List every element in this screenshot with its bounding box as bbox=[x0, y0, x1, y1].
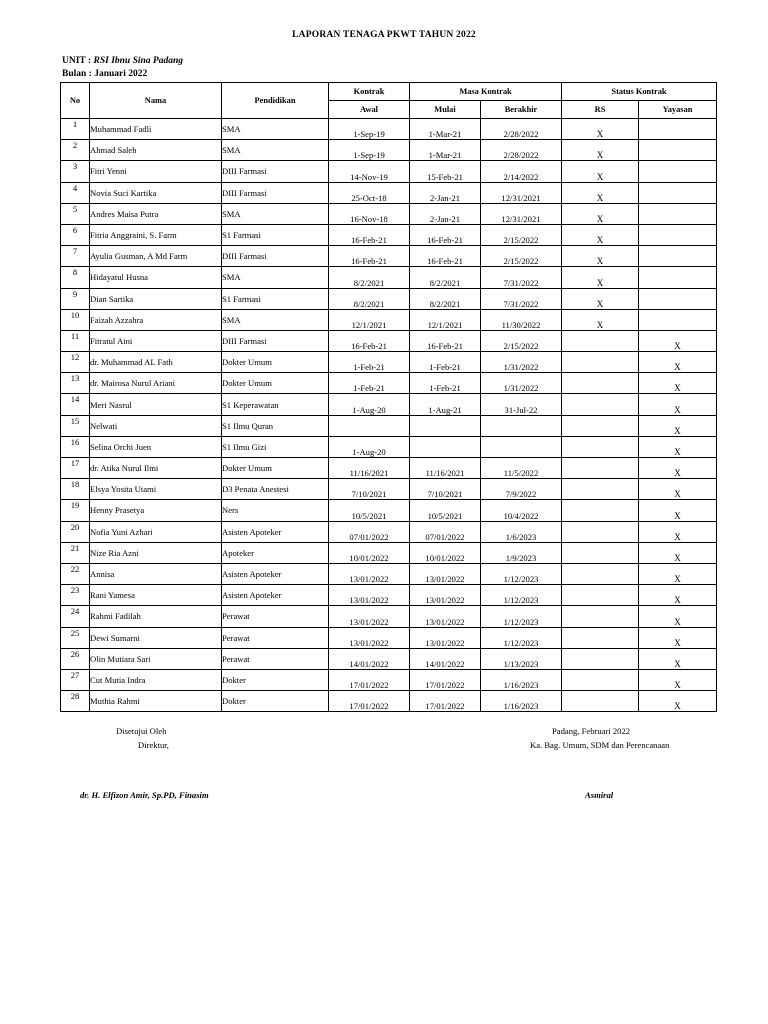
cell-no: 3 bbox=[61, 161, 90, 182]
cell-nama: Olin Mutiara Sari bbox=[90, 648, 222, 669]
cell-rs: X bbox=[562, 288, 639, 309]
cell-berakhir: 12/31/2021 bbox=[481, 182, 562, 203]
cell-nama: Selina Orchi Juen bbox=[90, 436, 222, 457]
cell-nama: Henny Prasetya bbox=[90, 500, 222, 521]
cell-nama: Cut Mutia Indra bbox=[90, 669, 222, 690]
cell-yayasan bbox=[639, 203, 717, 224]
cell-mulai: 13/01/2022 bbox=[410, 606, 481, 627]
cell-pendidikan: SMA bbox=[222, 119, 329, 140]
cell-rs bbox=[562, 458, 639, 479]
cell-berakhir: 1/12/2023 bbox=[481, 606, 562, 627]
director-title: Direktur, bbox=[138, 740, 169, 750]
cell-awal: 1-Aug-20 bbox=[329, 436, 410, 457]
cell-pendidikan: Perawat bbox=[222, 627, 329, 648]
table-row bbox=[61, 458, 717, 479]
cell-yayasan: X bbox=[639, 458, 717, 479]
cell-rs bbox=[562, 542, 639, 563]
cell-yayasan: X bbox=[639, 521, 717, 542]
cell-mulai: 2-Jan-21 bbox=[410, 203, 481, 224]
cell-awal: 1-Feb-21 bbox=[329, 373, 410, 394]
cell-berakhir: 2/15/2022 bbox=[481, 330, 562, 351]
cell-mulai: 13/01/2022 bbox=[410, 585, 481, 606]
cell-berakhir: 1/31/2022 bbox=[481, 373, 562, 394]
cell-pendidikan: S1 Farmasi bbox=[222, 288, 329, 309]
cell-berakhir: 2/28/2022 bbox=[481, 119, 562, 140]
cell-nama: Dewi Sumarni bbox=[90, 627, 222, 648]
cell-rs bbox=[562, 648, 639, 669]
table-row bbox=[61, 500, 717, 521]
cell-mulai bbox=[410, 436, 481, 457]
cell-nama: Muthia Rahmi bbox=[90, 691, 222, 712]
cell-no: 25 bbox=[61, 627, 90, 648]
cell-awal: 17/01/2022 bbox=[329, 669, 410, 690]
cell-pendidikan: Asisten Apoteker bbox=[222, 521, 329, 542]
cell-berakhir: 2/28/2022 bbox=[481, 140, 562, 161]
cell-nama: Andres Maisa Putra bbox=[90, 203, 222, 224]
unit-value: RSI Ibnu Sina Padang bbox=[93, 56, 183, 66]
cell-mulai: 1-Feb-21 bbox=[410, 352, 481, 373]
table-row bbox=[61, 606, 717, 627]
cell-awal: 16-Feb-21 bbox=[329, 330, 410, 351]
cell-mulai: 07/01/2022 bbox=[410, 521, 481, 542]
cell-mulai: 1-Aug-21 bbox=[410, 394, 481, 415]
cell-yayasan: X bbox=[639, 606, 717, 627]
cell-rs bbox=[562, 479, 639, 500]
cell-berakhir: 1/16/2023 bbox=[481, 669, 562, 690]
table-row bbox=[61, 691, 717, 712]
cell-berakhir: 12/31/2021 bbox=[481, 203, 562, 224]
cell-no: 15 bbox=[61, 415, 90, 436]
cell-rs: X bbox=[562, 119, 639, 140]
cell-mulai: 1-Mar-21 bbox=[410, 119, 481, 140]
cell-nama: Fitratul Aini bbox=[90, 330, 222, 351]
cell-pendidikan: D3 Penata Anestesi bbox=[222, 479, 329, 500]
cell-mulai: 13/01/2022 bbox=[410, 563, 481, 584]
cell-rs bbox=[562, 415, 639, 436]
cell-no: 19 bbox=[61, 500, 90, 521]
cell-pendidikan: Perawat bbox=[222, 648, 329, 669]
cell-yayasan: X bbox=[639, 563, 717, 584]
table-row bbox=[61, 585, 717, 606]
cell-berakhir: 11/30/2022 bbox=[481, 309, 562, 330]
cell-yayasan bbox=[639, 288, 717, 309]
report-title: LAPORAN TENAGA PKWT TAHUN 2022 bbox=[292, 30, 476, 40]
cell-no: 23 bbox=[61, 585, 90, 606]
cell-rs bbox=[562, 500, 639, 521]
header-yayasan: Yayasan bbox=[639, 101, 717, 119]
cell-pendidikan: SMA bbox=[222, 309, 329, 330]
header-awal: Awal bbox=[329, 101, 410, 119]
cell-mulai: 7/10/2021 bbox=[410, 479, 481, 500]
cell-yayasan bbox=[639, 161, 717, 182]
cell-nama: Annisa bbox=[90, 563, 222, 584]
unit-label: UNIT : bbox=[62, 56, 94, 66]
cell-berakhir: 1/12/2023 bbox=[481, 627, 562, 648]
cell-no: 8 bbox=[61, 267, 90, 288]
table-row bbox=[61, 436, 717, 457]
header-nama: Nama bbox=[90, 83, 222, 119]
header-rs: RS bbox=[562, 101, 639, 119]
cell-mulai: 14/01/2022 bbox=[410, 648, 481, 669]
cell-no: 22 bbox=[61, 563, 90, 584]
cell-mulai: 2-Jan-21 bbox=[410, 182, 481, 203]
header-berakhir: Berakhir bbox=[481, 101, 562, 119]
cell-nama: dr. Mairosa Nurul Ariani bbox=[90, 373, 222, 394]
cell-no: 5 bbox=[61, 203, 90, 224]
head-title: Ka. Bag. Umum, SDM dan Perencanaan bbox=[530, 740, 670, 750]
cell-yayasan: X bbox=[639, 500, 717, 521]
cell-no: 18 bbox=[61, 479, 90, 500]
cell-nama: Muhammad Fadli bbox=[90, 119, 222, 140]
place-date: Padang, Februari 2022 bbox=[552, 726, 631, 736]
cell-nama: Dian Sartika bbox=[90, 288, 222, 309]
cell-mulai: 1-Feb-21 bbox=[410, 373, 481, 394]
cell-pendidikan: SMA bbox=[222, 203, 329, 224]
cell-pendidikan: Dokter Umum bbox=[222, 373, 329, 394]
cell-nama: dr. Atika Nurul Ilmi bbox=[90, 458, 222, 479]
cell-pendidikan: S1 Ilmu Gizi bbox=[222, 436, 329, 457]
table-row bbox=[61, 224, 717, 245]
cell-no: 2 bbox=[61, 140, 90, 161]
cell-awal: 8/2/2021 bbox=[329, 288, 410, 309]
cell-no: 10 bbox=[61, 309, 90, 330]
cell-rs bbox=[562, 585, 639, 606]
cell-berakhir: 2/14/2022 bbox=[481, 161, 562, 182]
table-row bbox=[61, 669, 717, 690]
cell-nama: Nelwati bbox=[90, 415, 222, 436]
cell-no: 16 bbox=[61, 436, 90, 457]
cell-berakhir: 1/31/2022 bbox=[481, 352, 562, 373]
cell-awal: 13/01/2022 bbox=[329, 585, 410, 606]
cell-pendidikan: S1 Ilmu Quran bbox=[222, 415, 329, 436]
cell-berakhir bbox=[481, 436, 562, 457]
cell-awal: 1-Feb-21 bbox=[329, 352, 410, 373]
cell-awal: 7/10/2021 bbox=[329, 479, 410, 500]
cell-mulai: 10/5/2021 bbox=[410, 500, 481, 521]
cell-mulai: 8/2/2021 bbox=[410, 267, 481, 288]
cell-awal: 13/01/2022 bbox=[329, 606, 410, 627]
cell-awal: 14-Nov-19 bbox=[329, 161, 410, 182]
approval-label: Disetujui Oleh bbox=[116, 726, 167, 736]
cell-no: 9 bbox=[61, 288, 90, 309]
cell-pendidikan: Dokter Umum bbox=[222, 352, 329, 373]
cell-mulai: 11/16/2021 bbox=[410, 458, 481, 479]
cell-awal: 07/01/2022 bbox=[329, 521, 410, 542]
cell-no: 11 bbox=[61, 330, 90, 351]
cell-yayasan: X bbox=[639, 691, 717, 712]
cell-rs bbox=[562, 330, 639, 351]
cell-pendidikan: SMA bbox=[222, 267, 329, 288]
cell-nama: Nize Ria Azni bbox=[90, 542, 222, 563]
cell-mulai: 17/01/2022 bbox=[410, 669, 481, 690]
cell-awal: 10/01/2022 bbox=[329, 542, 410, 563]
cell-yayasan: X bbox=[639, 585, 717, 606]
cell-no: 27 bbox=[61, 669, 90, 690]
cell-no: 24 bbox=[61, 606, 90, 627]
cell-pendidikan: Dokter bbox=[222, 691, 329, 712]
cell-mulai: 17/01/2022 bbox=[410, 691, 481, 712]
cell-berakhir: 2/15/2022 bbox=[481, 246, 562, 267]
director-name: dr. H. Elfizon Amir, Sp.PD, Finasim bbox=[80, 790, 209, 800]
cell-no: 20 bbox=[61, 521, 90, 542]
cell-awal: 17/01/2022 bbox=[329, 691, 410, 712]
table-row bbox=[61, 352, 717, 373]
cell-pendidikan: Asisten Apoteker bbox=[222, 563, 329, 584]
cell-awal: 1-Sep-19 bbox=[329, 119, 410, 140]
header-status-kontrak: Status Kontrak bbox=[562, 83, 717, 101]
cell-nama: Fitri Yenni bbox=[90, 161, 222, 182]
cell-yayasan: X bbox=[639, 394, 717, 415]
cell-yayasan: X bbox=[639, 373, 717, 394]
unit-line bbox=[62, 56, 183, 66]
cell-yayasan: X bbox=[639, 669, 717, 690]
cell-nama: Rani Yamesa bbox=[90, 585, 222, 606]
cell-awal: 12/1/2021 bbox=[329, 309, 410, 330]
cell-awal: 10/5/2021 bbox=[329, 500, 410, 521]
cell-berakhir: 1/13/2023 bbox=[481, 648, 562, 669]
cell-berakhir: 1/9/2023 bbox=[481, 542, 562, 563]
cell-pendidikan: Dokter Umum bbox=[222, 458, 329, 479]
cell-rs bbox=[562, 669, 639, 690]
cell-berakhir: 11/5/2022 bbox=[481, 458, 562, 479]
cell-rs: X bbox=[562, 140, 639, 161]
cell-yayasan: X bbox=[639, 648, 717, 669]
cell-yayasan bbox=[639, 246, 717, 267]
cell-rs: X bbox=[562, 161, 639, 182]
cell-rs bbox=[562, 352, 639, 373]
cell-no: 21 bbox=[61, 542, 90, 563]
cell-yayasan bbox=[639, 119, 717, 140]
header-no: No bbox=[61, 83, 90, 119]
cell-no: 12 bbox=[61, 352, 90, 373]
cell-nama: Faizah Azzahra bbox=[90, 309, 222, 330]
cell-nama: Ahmad Saleh bbox=[90, 140, 222, 161]
cell-yayasan: X bbox=[639, 330, 717, 351]
table-row bbox=[61, 309, 717, 330]
cell-no: 4 bbox=[61, 182, 90, 203]
cell-yayasan: X bbox=[639, 415, 717, 436]
table-row bbox=[61, 140, 717, 161]
cell-berakhir: 7/31/2022 bbox=[481, 288, 562, 309]
cell-pendidikan: DIII Farmasi bbox=[222, 182, 329, 203]
cell-nama: Rahmi Fadilah bbox=[90, 606, 222, 627]
cell-nama: dr. Muhammad AL Fath bbox=[90, 352, 222, 373]
cell-berakhir: 2/15/2022 bbox=[481, 224, 562, 245]
cell-rs bbox=[562, 394, 639, 415]
cell-no: 6 bbox=[61, 224, 90, 245]
head-name: Asmiral bbox=[585, 790, 614, 800]
cell-berakhir: 1/12/2023 bbox=[481, 585, 562, 606]
cell-pendidikan: Apoteker bbox=[222, 542, 329, 563]
table-row bbox=[61, 542, 717, 563]
cell-yayasan: X bbox=[639, 479, 717, 500]
cell-no: 26 bbox=[61, 648, 90, 669]
cell-awal: 13/01/2022 bbox=[329, 627, 410, 648]
cell-mulai: 16-Feb-21 bbox=[410, 246, 481, 267]
cell-rs bbox=[562, 521, 639, 542]
cell-no: 14 bbox=[61, 394, 90, 415]
month-line: Bulan : Januari 2022 bbox=[62, 69, 148, 79]
cell-yayasan bbox=[639, 267, 717, 288]
table-row bbox=[61, 373, 717, 394]
table-row bbox=[61, 394, 717, 415]
cell-awal bbox=[329, 415, 410, 436]
cell-mulai: 1-Mar-21 bbox=[410, 140, 481, 161]
cell-yayasan bbox=[639, 140, 717, 161]
cell-awal: 16-Nov-18 bbox=[329, 203, 410, 224]
cell-rs bbox=[562, 691, 639, 712]
cell-berakhir: 1/6/2023 bbox=[481, 521, 562, 542]
cell-nama: Novia Suci Kartika bbox=[90, 182, 222, 203]
cell-rs bbox=[562, 436, 639, 457]
cell-berakhir bbox=[481, 415, 562, 436]
cell-mulai: 16-Feb-21 bbox=[410, 224, 481, 245]
cell-pendidikan: Dokter bbox=[222, 669, 329, 690]
table-row bbox=[61, 330, 717, 351]
table-row bbox=[61, 119, 717, 140]
cell-nama: Elsya Yosita Utami bbox=[90, 479, 222, 500]
cell-mulai: 15-Feb-21 bbox=[410, 161, 481, 182]
cell-awal: 16-Feb-21 bbox=[329, 246, 410, 267]
cell-rs: X bbox=[562, 203, 639, 224]
cell-awal: 25-Oct-18 bbox=[329, 182, 410, 203]
cell-yayasan: X bbox=[639, 352, 717, 373]
table-row bbox=[61, 648, 717, 669]
table-row bbox=[61, 182, 717, 203]
table-row bbox=[61, 161, 717, 182]
cell-nama: Meri Nasrul bbox=[90, 394, 222, 415]
table-row bbox=[61, 415, 717, 436]
cell-nama: Hidayatul Husna bbox=[90, 267, 222, 288]
cell-yayasan bbox=[639, 224, 717, 245]
table-row bbox=[61, 267, 717, 288]
cell-awal: 11/16/2021 bbox=[329, 458, 410, 479]
cell-awal: 14/01/2022 bbox=[329, 648, 410, 669]
table-row bbox=[61, 246, 717, 267]
cell-awal: 8/2/2021 bbox=[329, 267, 410, 288]
cell-berakhir: 1/16/2023 bbox=[481, 691, 562, 712]
table-row bbox=[61, 203, 717, 224]
cell-berakhir: 10/4/2022 bbox=[481, 500, 562, 521]
cell-yayasan bbox=[639, 182, 717, 203]
cell-pendidikan: DIII Farmasi bbox=[222, 246, 329, 267]
cell-pendidikan: Asisten Apoteker bbox=[222, 585, 329, 606]
cell-no: 17 bbox=[61, 458, 90, 479]
table-row bbox=[61, 479, 717, 500]
cell-no: 7 bbox=[61, 246, 90, 267]
header-masa-kontrak: Masa Kontrak bbox=[410, 83, 562, 101]
header-pendidikan: Pendidikan bbox=[222, 83, 329, 119]
cell-berakhir: 1/12/2023 bbox=[481, 563, 562, 584]
table-row bbox=[61, 563, 717, 584]
cell-nama: Ayulia Gusman, A Md Farm bbox=[90, 246, 222, 267]
cell-awal: 1-Aug-20 bbox=[329, 394, 410, 415]
pkwt-table bbox=[60, 82, 717, 712]
cell-awal: 13/01/2022 bbox=[329, 563, 410, 584]
cell-mulai: 16-Feb-21 bbox=[410, 330, 481, 351]
cell-berakhir: 31-Jul-22 bbox=[481, 394, 562, 415]
cell-rs: X bbox=[562, 267, 639, 288]
table-row bbox=[61, 521, 717, 542]
table-body bbox=[61, 119, 717, 712]
cell-pendidikan: Perawat bbox=[222, 606, 329, 627]
cell-awal: 16-Feb-21 bbox=[329, 224, 410, 245]
cell-mulai bbox=[410, 415, 481, 436]
cell-nama: Nofia Yuni Azhari bbox=[90, 521, 222, 542]
cell-berakhir: 7/9/2022 bbox=[481, 479, 562, 500]
cell-no: 28 bbox=[61, 691, 90, 712]
cell-yayasan bbox=[639, 309, 717, 330]
cell-no: 13 bbox=[61, 373, 90, 394]
cell-rs bbox=[562, 373, 639, 394]
cell-mulai: 12/1/2021 bbox=[410, 309, 481, 330]
header-kontrak: Kontrak bbox=[329, 83, 410, 101]
cell-mulai: 10/01/2022 bbox=[410, 542, 481, 563]
cell-pendidikan: DIII Farmasi bbox=[222, 161, 329, 182]
cell-pendidikan: S1 Keperawatan bbox=[222, 394, 329, 415]
cell-yayasan: X bbox=[639, 436, 717, 457]
cell-yayasan: X bbox=[639, 542, 717, 563]
cell-pendidikan: SMA bbox=[222, 140, 329, 161]
cell-rs bbox=[562, 563, 639, 584]
cell-rs: X bbox=[562, 246, 639, 267]
cell-rs: X bbox=[562, 224, 639, 245]
cell-yayasan: X bbox=[639, 627, 717, 648]
table-row bbox=[61, 627, 717, 648]
cell-no: 1 bbox=[61, 119, 90, 140]
cell-awal: 1-Sep-19 bbox=[329, 140, 410, 161]
cell-berakhir: 7/31/2022 bbox=[481, 267, 562, 288]
table-row bbox=[61, 288, 717, 309]
cell-rs: X bbox=[562, 309, 639, 330]
header-mulai: Mulai bbox=[410, 101, 481, 119]
cell-rs: X bbox=[562, 182, 639, 203]
cell-pendidikan: S1 Farmasi bbox=[222, 224, 329, 245]
cell-rs bbox=[562, 606, 639, 627]
cell-rs bbox=[562, 627, 639, 648]
cell-nama: Fitria Anggraini, S. Farm bbox=[90, 224, 222, 245]
cell-pendidikan: DIII Farmasi bbox=[222, 330, 329, 351]
cell-mulai: 13/01/2022 bbox=[410, 627, 481, 648]
cell-mulai: 8/2/2021 bbox=[410, 288, 481, 309]
cell-pendidikan: Ners bbox=[222, 500, 329, 521]
